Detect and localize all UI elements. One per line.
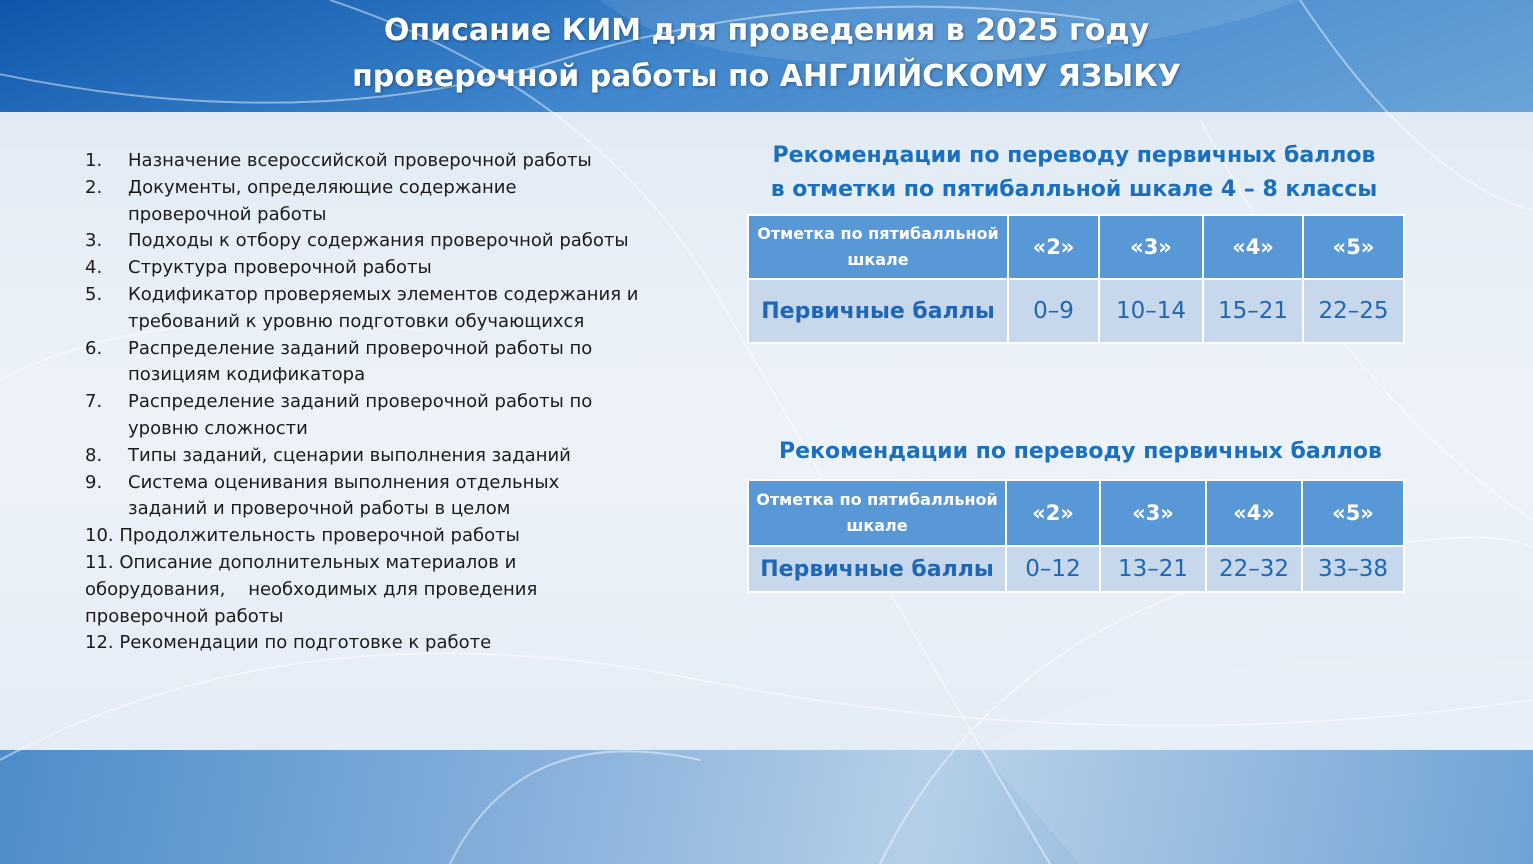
- score-cell: 33–38: [1302, 546, 1404, 592]
- table-row: [748, 546, 1404, 592]
- table-row: [748, 279, 1404, 343]
- list-item: [85, 336, 665, 390]
- item-text: Распределение заданий проверочной работы по позициям кодификатора: [128, 337, 593, 386]
- item-text: Рекомендации по подготовке к работе: [119, 632, 492, 654]
- list-item: [85, 550, 665, 630]
- primary-score-label: Первичные баллы: [748, 279, 1008, 343]
- score-cell: 22–25: [1303, 279, 1404, 343]
- grades-title-2: [748, 435, 1413, 469]
- list-item: [85, 255, 665, 282]
- item-number: 4.: [85, 257, 103, 279]
- item-text: Типы заданий, сценарии выполнения заданий: [128, 444, 571, 466]
- grades-title-2-line1: Рекомендации по переводу первичных баллов: [779, 439, 1382, 464]
- grade-cell: «2»: [1008, 215, 1099, 279]
- list-item: [85, 523, 665, 550]
- item-number: 11.: [85, 551, 114, 573]
- list-item: [85, 228, 665, 255]
- grade-cell: «5»: [1303, 215, 1404, 279]
- item-text: Распределение заданий проверочной работы по уровню сложности: [128, 391, 593, 439]
- grades-table-2: [747, 479, 1405, 593]
- score-cell: 0–9: [1008, 279, 1099, 343]
- item-text: Подходы к отбору содержания проверочной работы: [128, 230, 629, 252]
- grade-scale-header: Отметка по пятибалльной шкале: [748, 480, 1006, 546]
- item-number: 10.: [85, 525, 114, 547]
- grades-title-1-line2: в отметки по пятибалльной шкале 4 – 8 классы: [770, 177, 1378, 202]
- primary-score-label: Первичные баллы: [748, 546, 1006, 592]
- item-number: 3.: [85, 230, 103, 252]
- item-number: 9.: [85, 471, 103, 493]
- item-number: 1.: [85, 150, 103, 171]
- table-header-row: [748, 480, 1404, 546]
- page-title-line1: Описание КИМ для проведения в 2025 году: [383, 13, 1150, 48]
- item-text: Структура проверочной работы: [128, 257, 432, 279]
- grades-table-1: [747, 214, 1405, 344]
- footer-band: [0, 750, 1533, 864]
- item-text: Назначение всероссийской проверочной работы: [128, 150, 592, 171]
- item-number: 8.: [85, 444, 103, 466]
- score-cell: 15–21: [1203, 279, 1303, 343]
- score-cell: 10–14: [1099, 279, 1203, 343]
- item-number: 12.: [85, 632, 114, 654]
- grades-title-1: [748, 139, 1400, 207]
- item-text: Система оценивания выполнения отдельных заданий и проверочной работы в целом: [128, 471, 560, 520]
- list-item: [85, 148, 665, 175]
- score-cell: 0–12: [1006, 546, 1100, 592]
- item-number: 6.: [85, 337, 103, 359]
- grade-cell: «5»: [1302, 480, 1404, 546]
- list-item: [85, 175, 665, 229]
- item-text: Описание дополнительных материалов и оборудования, необходимых для проведения проверочной работы: [85, 551, 544, 627]
- list-item: [85, 443, 665, 470]
- page-title-line2: проверочной работы по АНГЛИЙСКОМУ ЯЗЫКУ: [352, 59, 1181, 94]
- grade-cell: «4»: [1203, 215, 1303, 279]
- grades-title-1-line1: Рекомендации по переводу первичных баллов: [772, 143, 1376, 168]
- list-item: [85, 282, 665, 336]
- grade-cell: «3»: [1099, 215, 1203, 279]
- item-number: 5.: [85, 283, 103, 305]
- list-item: [85, 630, 665, 657]
- item-number: 7.: [85, 391, 103, 413]
- table-header-row: [748, 215, 1404, 279]
- score-cell: 13–21: [1100, 546, 1206, 592]
- grade-scale-header: Отметка по пятибалльной шкале: [748, 215, 1008, 279]
- item-text: Продолжительность проверочной работы: [119, 525, 520, 547]
- contents-list: [85, 148, 665, 657]
- grade-cell: «3»: [1100, 480, 1206, 546]
- page-title: [0, 8, 1533, 100]
- list-item: [85, 389, 665, 443]
- item-text: Кодификатор проверяемых элементов содержания и требований к уровню подготовки обучающихся: [128, 283, 639, 332]
- item-text: Документы, определяющие содержание проверочной работы: [128, 176, 517, 225]
- list-item: [85, 470, 665, 524]
- grade-cell: «4»: [1206, 480, 1302, 546]
- grade-cell: «2»: [1006, 480, 1100, 546]
- score-cell: 22–32: [1206, 546, 1302, 592]
- item-number: 2.: [85, 176, 103, 198]
